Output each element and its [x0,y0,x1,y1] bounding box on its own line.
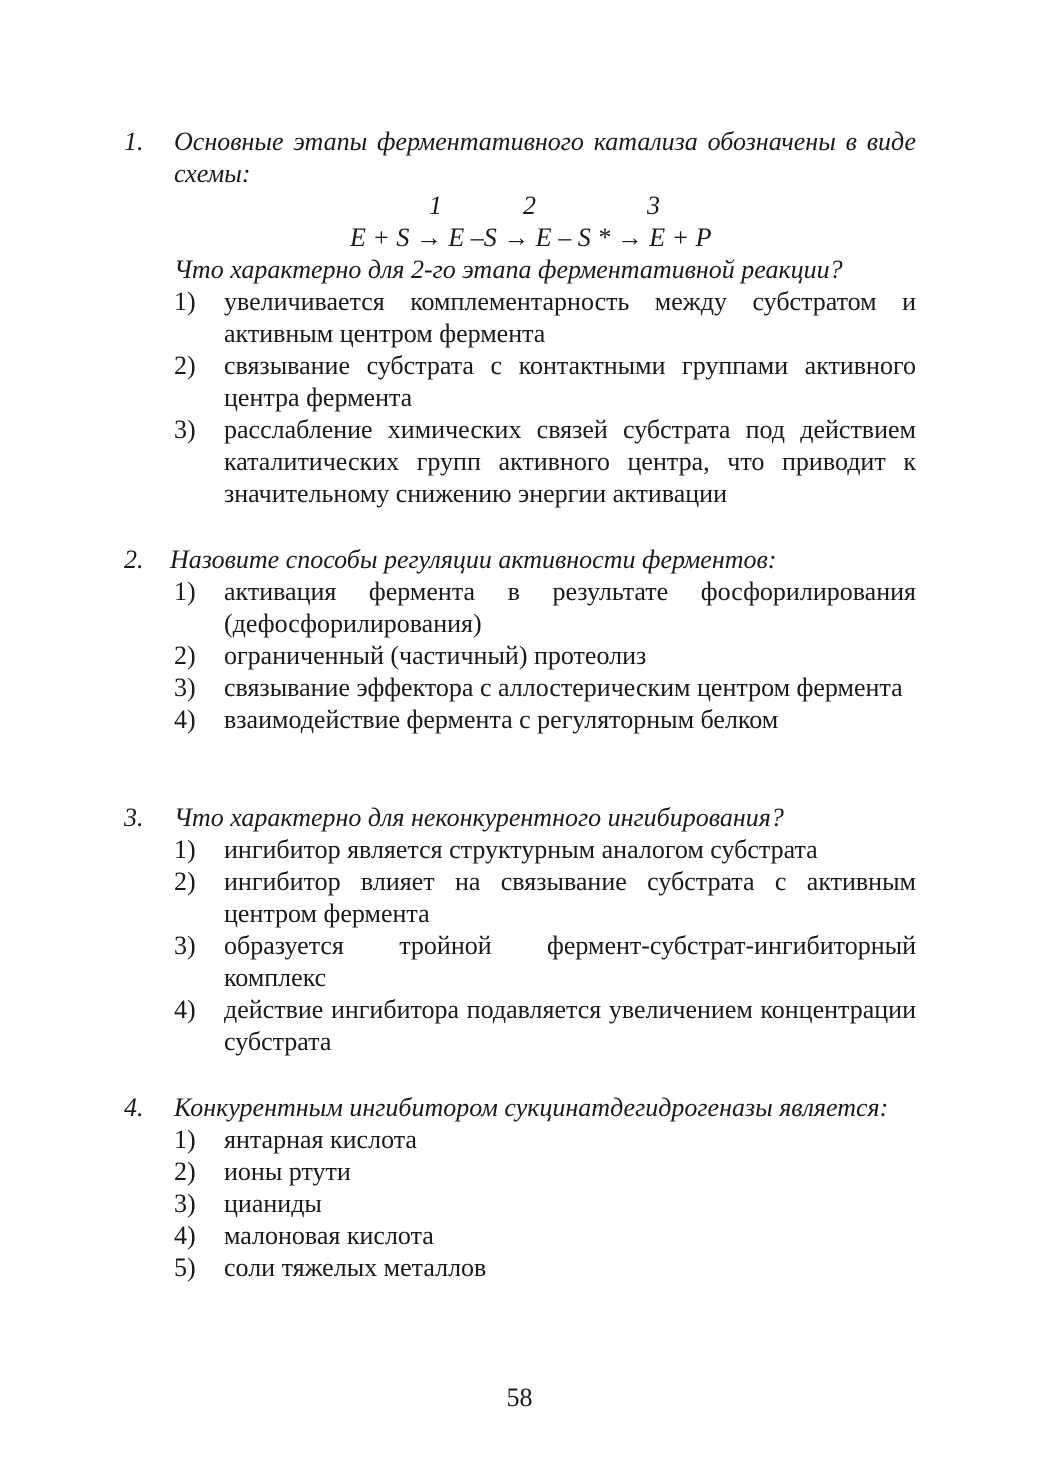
question-number: 4. [124,1093,144,1122]
answer-option [174,994,916,1058]
step-number: 2 [523,191,536,220]
option-number: 2) [174,867,196,896]
option-text: соли тяжелых металлов [224,1253,487,1282]
option-text: цианиды [224,1189,322,1218]
option-number: 3) [174,1189,196,1218]
option-text: образуется тройной фермент-субстрат-ингибиторный комплекс [224,931,916,992]
option-text: активация фермента в результате фосфорилирования (дефосфорилирования) [224,577,916,638]
option-number: 2) [174,641,196,670]
option-number: 1) [174,287,196,316]
option-text: расслабление химических связей субстрата под действием каталитических групп активного центра, что приводит к значительному снижению энергии активации [224,415,916,508]
option-text: действие ингибитора подавляется увеличением концентрации субстрата [224,995,916,1056]
answer-option [174,1220,916,1252]
answer-options [174,286,916,510]
question-2 [124,544,916,736]
answer-option [174,704,916,736]
answer-option [174,286,916,350]
option-number: 1) [174,577,196,606]
question-prompt: Что характерно для неконкурентного ингибирования? [174,803,784,832]
option-text: увеличивается комплементарность между субстратом и активным центром фермента [224,287,916,348]
scheme-step-numbers [174,190,916,222]
question-4 [124,1092,916,1284]
option-number: 5) [174,1253,196,1282]
option-number: 3) [174,931,196,960]
question-number: 2. [124,545,144,574]
question-prompt: Основные этапы ферментативного катализа обозначены в виде схемы: [174,127,916,188]
option-number: 1) [174,835,196,864]
option-text: ингибитор влияет на связывание субстрата с активным центром фермента [224,867,916,928]
answer-options [174,1124,916,1284]
option-number: 4) [174,705,196,734]
answer-option [174,1188,916,1220]
answer-option [174,672,916,704]
option-text: связывание эффектора с аллостерическим центром фермента [224,673,903,702]
question-number: 3. [124,803,144,832]
question-prompt: Назовите способы регуляции активности ферментов: [170,545,777,574]
step-number: 1 [429,191,442,220]
answer-options [174,576,916,736]
option-number: 3) [174,415,196,444]
answer-option [174,866,916,930]
step-number: 3 [647,191,660,220]
question-number: 1. [124,127,144,156]
option-number: 3) [174,673,196,702]
option-text: малоновая кислота [224,1221,434,1250]
sub-question: Что характерно для 2-го этапа ферментативной реакции? [174,255,843,284]
answer-option [174,1124,916,1156]
reaction-scheme [174,190,916,254]
question-1 [124,126,916,510]
answer-option [174,414,916,510]
answer-option [174,350,916,414]
option-number: 2) [174,351,196,380]
option-text: взаимодействие фермента с регуляторным белком [224,705,779,734]
question-3 [124,802,916,1058]
page-number: 58 [506,1383,533,1412]
option-text: янтарная кислота [224,1125,417,1154]
option-text: ионы ртути [224,1157,351,1186]
answer-option [174,576,916,640]
answer-option [174,1252,916,1284]
option-number: 4) [174,1221,196,1250]
option-number: 1) [174,1125,196,1154]
answer-options [174,834,916,1058]
option-text: ограниченный (частичный) протеолиз [224,641,647,670]
answer-option [174,930,916,994]
answer-option [174,640,916,672]
question-prompt: Конкурентным ингибитором сукцинатдегидрогеназы является: [174,1093,889,1122]
answer-option [174,834,916,866]
answer-option [174,1156,916,1188]
option-number: 2) [174,1157,196,1186]
option-text: ингибитор является структурным аналогом субстрата [224,835,818,864]
option-text: связывание субстрата с контактными группами активного центра фермента [224,351,916,412]
reaction-equation: E + S → E –S → E – S * → E + P [350,223,712,252]
option-number: 4) [174,995,196,1024]
